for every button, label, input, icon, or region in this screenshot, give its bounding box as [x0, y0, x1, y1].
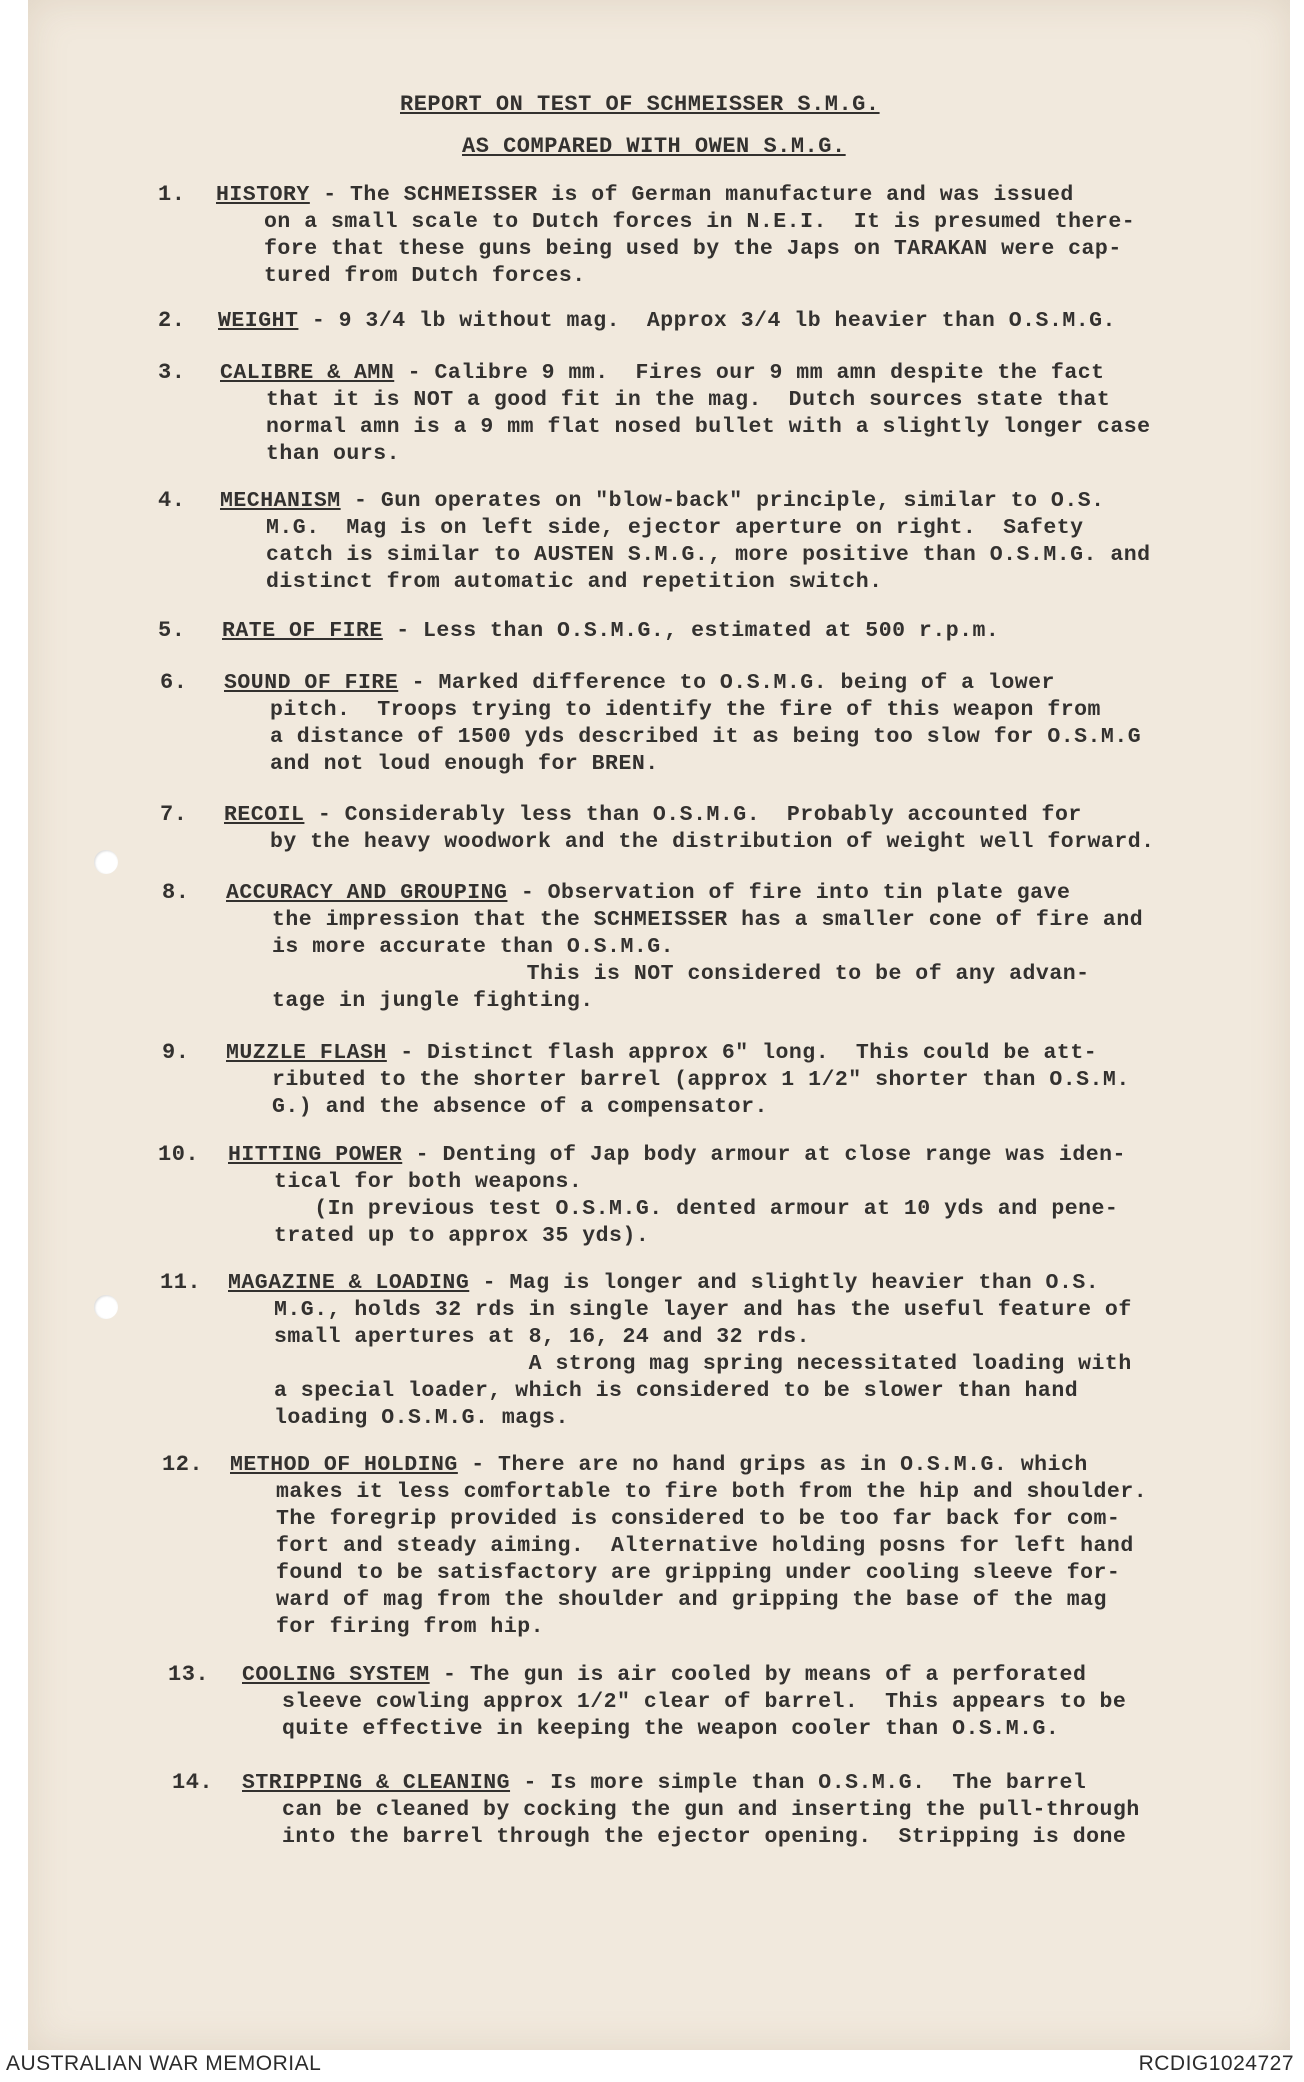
report-subtitle: AS COMPARED WITH OWEN S.M.G.	[462, 134, 846, 159]
item-number: 5.	[158, 618, 186, 643]
report-title: REPORT ON TEST OF SCHMEISSER S.M.G.	[400, 92, 880, 117]
item-heading: CALIBRE & AMN	[220, 361, 395, 385]
item-line: quite effective in keeping the weapon cooler than O.S.M.G.	[282, 1717, 1060, 1741]
item-line: sleeve cowling approx 1/2" clear of barrel. This appears to be	[282, 1690, 1127, 1714]
item-number: 11.	[160, 1270, 202, 1295]
item-first-line	[220, 360, 1151, 387]
item-line: small apertures at 8, 16, 24 and 32 rds.	[274, 1325, 811, 1349]
item-first-text: - Mag is longer and slightly heavier than O.S.	[469, 1271, 1100, 1295]
item-line: pitch. Troops trying to identify the fire of this weapon from	[270, 698, 1101, 722]
item-line: This is NOT considered to be of any advan-	[272, 962, 1090, 986]
item-line: a distance of 1500 yds described it as being too slow for O.S.M.G	[270, 725, 1142, 749]
item-first-line	[228, 1142, 1126, 1169]
item-line: ward of mag from the shoulder and gripping the base of the mag	[276, 1588, 1107, 1612]
item-body	[228, 1142, 1126, 1250]
item-first-text: - Marked difference to O.S.M.G. being of a lower	[398, 671, 1055, 695]
item-line: catch is similar to AUSTEN S.M.G., more positive than O.S.M.G. and	[266, 543, 1151, 567]
item-first-text: - Gun operates on "blow-back" principle, similar to O.S.	[340, 489, 1105, 513]
item-line: by the heavy woodwork and the distribution of weight well forward.	[270, 830, 1155, 854]
item-number: 2.	[158, 308, 186, 333]
item-line: trated up to approx 35 yds).	[274, 1224, 650, 1248]
footer-institution: AUSTRALIAN WAR MEMORIAL	[6, 2052, 322, 2075]
item-body	[226, 1040, 1130, 1121]
item-line: a special loader, which is considered to be slower than hand	[274, 1379, 1079, 1403]
item-number: 10.	[158, 1142, 200, 1167]
item-line: distinct from automatic and repetition switch.	[266, 570, 883, 594]
item-line: The foregrip provided is considered to be too far back for com-	[276, 1507, 1121, 1531]
item-first-text: - 9 3/4 lb without mag. Approx 3/4 lb heavier than O.S.M.G.	[298, 309, 1116, 333]
item-line: makes it less comfortable to fire both from the hip and shoulder.	[276, 1480, 1148, 1504]
item-line: tage in jungle fighting.	[272, 989, 594, 1013]
document-page	[28, 0, 1290, 2050]
item-first-line	[222, 618, 999, 645]
item-number: 8.	[162, 880, 190, 905]
item-line: than ours.	[266, 442, 401, 466]
item-body	[226, 880, 1143, 1015]
item-line: (In previous test O.S.M.G. dented armour at 10 yds and pene-	[274, 1197, 1119, 1221]
item-body	[224, 802, 1155, 856]
item-first-line	[216, 182, 1135, 209]
item-line: A strong mag spring necessitated loading with	[274, 1352, 1132, 1376]
item-number: 3.	[158, 360, 186, 385]
item-heading: MECHANISM	[220, 489, 341, 513]
item-line: ributed to the shorter barrel (approx 1 1/2" shorter than O.S.M.	[272, 1068, 1130, 1092]
item-line: normal amn is a 9 mm flat nosed bullet with a slightly longer case	[266, 415, 1151, 439]
item-line: tical for both weapons.	[274, 1170, 583, 1194]
item-body	[242, 1662, 1126, 1743]
item-line: on a small scale to Dutch forces in N.E.I. It is presumed there-	[264, 210, 1136, 234]
item-first-text: - Less than O.S.M.G., estimated at 500 r.p.m.	[382, 619, 1000, 643]
item-line: G.) and the absence of a compensator.	[272, 1095, 768, 1119]
item-line: and not loud enough for BREN.	[270, 752, 659, 776]
item-line: M.G., holds 32 rds in single layer and has the useful feature of	[274, 1298, 1132, 1322]
item-first-line	[226, 1040, 1130, 1067]
item-first-text: - Observation of fire into tin plate gave	[507, 881, 1071, 905]
item-line: found to be satisfactory are gripping under cooling sleeve for-	[276, 1561, 1121, 1585]
item-number: 7.	[160, 802, 188, 827]
item-line: fort and steady aiming. Alternative holding posns for left hand	[276, 1534, 1134, 1558]
item-line: can be cleaned by cocking the gun and inserting the pull-through	[282, 1798, 1140, 1822]
item-heading: METHOD OF HOLDING	[230, 1453, 458, 1477]
item-first-text: - Calibre 9 mm. Fires our 9 mm amn despite the fact	[394, 361, 1105, 385]
item-line: is more accurate than O.S.M.G.	[272, 935, 675, 959]
item-first-line	[226, 880, 1143, 907]
item-heading: HISTORY	[216, 183, 310, 207]
item-line: into the barrel through the ejector opening. Stripping is done	[282, 1825, 1127, 1849]
item-number: 9.	[162, 1040, 190, 1065]
item-body	[218, 308, 1116, 335]
item-first-line	[230, 1452, 1147, 1479]
item-line: tured from Dutch forces.	[264, 264, 586, 288]
item-body	[216, 182, 1135, 290]
item-body	[222, 618, 999, 645]
item-first-text: - The SCHMEISSER is of German manufacture and was issued	[309, 183, 1074, 207]
item-first-line	[242, 1770, 1140, 1797]
item-number: 6.	[160, 670, 188, 695]
item-body	[220, 488, 1151, 596]
item-line: that it is NOT a good fit in the mag. Dutch sources state that	[266, 388, 1111, 412]
item-line: M.G. Mag is on left side, ejector aperture on right. Safety	[266, 516, 1084, 540]
item-first-text: - Considerably less than O.S.M.G. Probably accounted for	[304, 803, 1082, 827]
item-number: 14.	[172, 1770, 214, 1795]
item-body	[220, 360, 1151, 468]
item-first-line	[224, 670, 1141, 697]
item-body	[242, 1770, 1140, 1851]
item-first-line	[220, 488, 1151, 515]
item-heading: RATE OF FIRE	[222, 619, 383, 643]
item-heading: ACCURACY AND GROUPING	[226, 881, 508, 905]
item-heading: HITTING POWER	[228, 1143, 403, 1167]
item-line: for firing from hip.	[276, 1615, 545, 1639]
item-line: the impression that the SCHMEISSER has a smaller cone of fire and	[272, 908, 1144, 932]
item-heading: MAGAZINE & LOADING	[228, 1271, 470, 1295]
item-first-text: - There are no hand grips as in O.S.M.G. which	[457, 1453, 1088, 1477]
item-heading: RECOIL	[224, 803, 305, 827]
item-heading: SOUND OF FIRE	[224, 671, 399, 695]
item-first-line	[224, 802, 1155, 829]
item-number: 13.	[168, 1662, 210, 1687]
item-first-line	[228, 1270, 1132, 1297]
item-heading: MUZZLE FLASH	[226, 1041, 387, 1065]
item-number: 12.	[162, 1452, 204, 1477]
item-first-text: - The gun is air cooled by means of a perforated	[429, 1663, 1087, 1687]
item-line: fore that these guns being used by the Japs on TARAKAN were cap-	[264, 237, 1122, 261]
item-first-line	[218, 308, 1116, 335]
item-heading: COOLING SYSTEM	[242, 1663, 430, 1687]
item-body	[228, 1270, 1132, 1432]
item-first-text: - Denting of Jap body armour at close range was iden-	[402, 1143, 1126, 1167]
item-first-line	[242, 1662, 1126, 1689]
item-first-text: - Is more simple than O.S.M.G. The barrel	[510, 1771, 1087, 1795]
item-body	[230, 1452, 1147, 1641]
item-heading: WEIGHT	[218, 309, 299, 333]
item-number: 1.	[158, 182, 186, 207]
item-first-text: - Distinct flash approx 6" long. This could be att-	[386, 1041, 1098, 1065]
punch-hole	[94, 850, 118, 874]
item-heading: STRIPPING & CLEANING	[242, 1771, 511, 1795]
punch-hole	[94, 1295, 118, 1319]
item-body	[224, 670, 1141, 778]
item-line: loading O.S.M.G. mags.	[274, 1406, 569, 1430]
footer-record-id: RCDIG1024727	[1138, 2052, 1294, 2075]
item-number: 4.	[158, 488, 186, 513]
